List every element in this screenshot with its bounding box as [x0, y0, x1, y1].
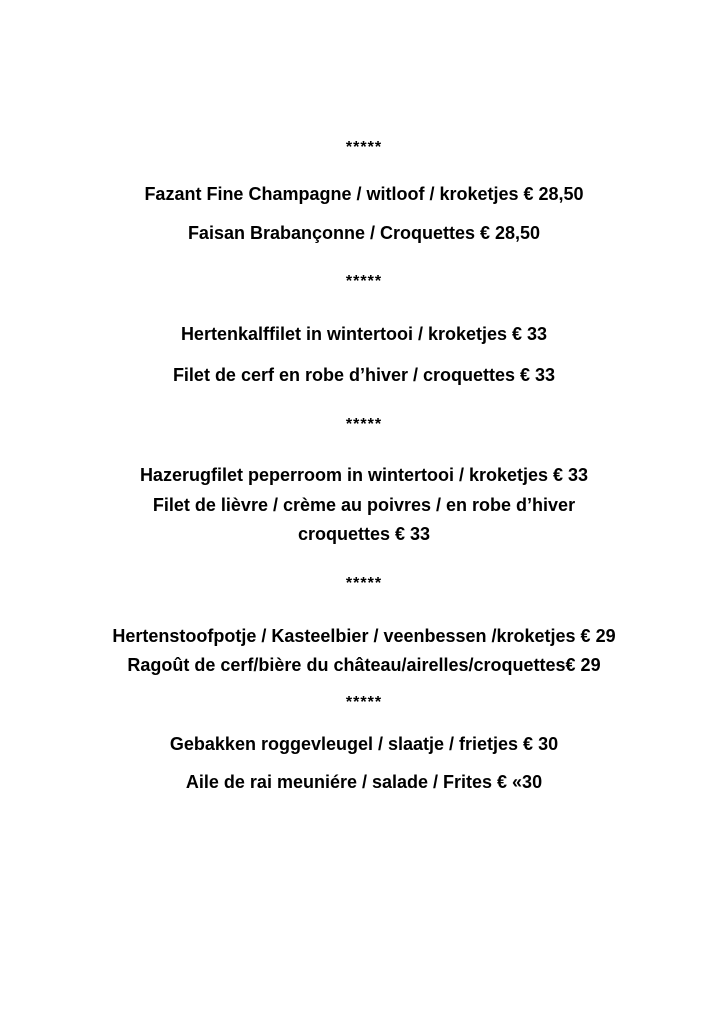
separator: ***** — [345, 416, 383, 433]
menu-item-fr: Faisan Brabançonne / Croquettes € 28,50 — [187, 223, 541, 243]
menu-item-fr: Filet de lièvre / crème au poivres / en robe d’hiver — [152, 495, 576, 515]
menu-item-fr: croquettes € 33 — [297, 524, 431, 544]
menu-item-nl: Hazerugfilet peperroom in wintertooi / kroketjes € 33 — [139, 465, 589, 485]
menu-item-fr: Filet de cerf en robe d’hiver / croquettes € 33 — [172, 365, 556, 385]
menu-item-fr: Aile de rai meuniére / salade / Frites € «30 — [185, 772, 543, 792]
separator: ***** — [345, 575, 383, 592]
menu-item-nl: Gebakken roggevleugel / slaatje / frietjes € 30 — [169, 734, 559, 754]
menu-item-nl: Fazant Fine Champagne / witloof / kroketjes € 28,50 — [144, 184, 584, 204]
menu-item-nl: Hertenstoofpotje / Kasteelbier / veenbessen /kroketjes € 29 — [112, 626, 616, 646]
menu-item-nl: Hertenkalffilet in wintertooi / kroketjes € 33 — [180, 324, 548, 344]
separator: ***** — [345, 694, 383, 711]
menu-item-fr: Ragoût de cerf/bière du château/airelles/croquettes€ 29 — [127, 655, 601, 675]
separator: ***** — [345, 139, 383, 156]
separator: ***** — [345, 273, 383, 290]
